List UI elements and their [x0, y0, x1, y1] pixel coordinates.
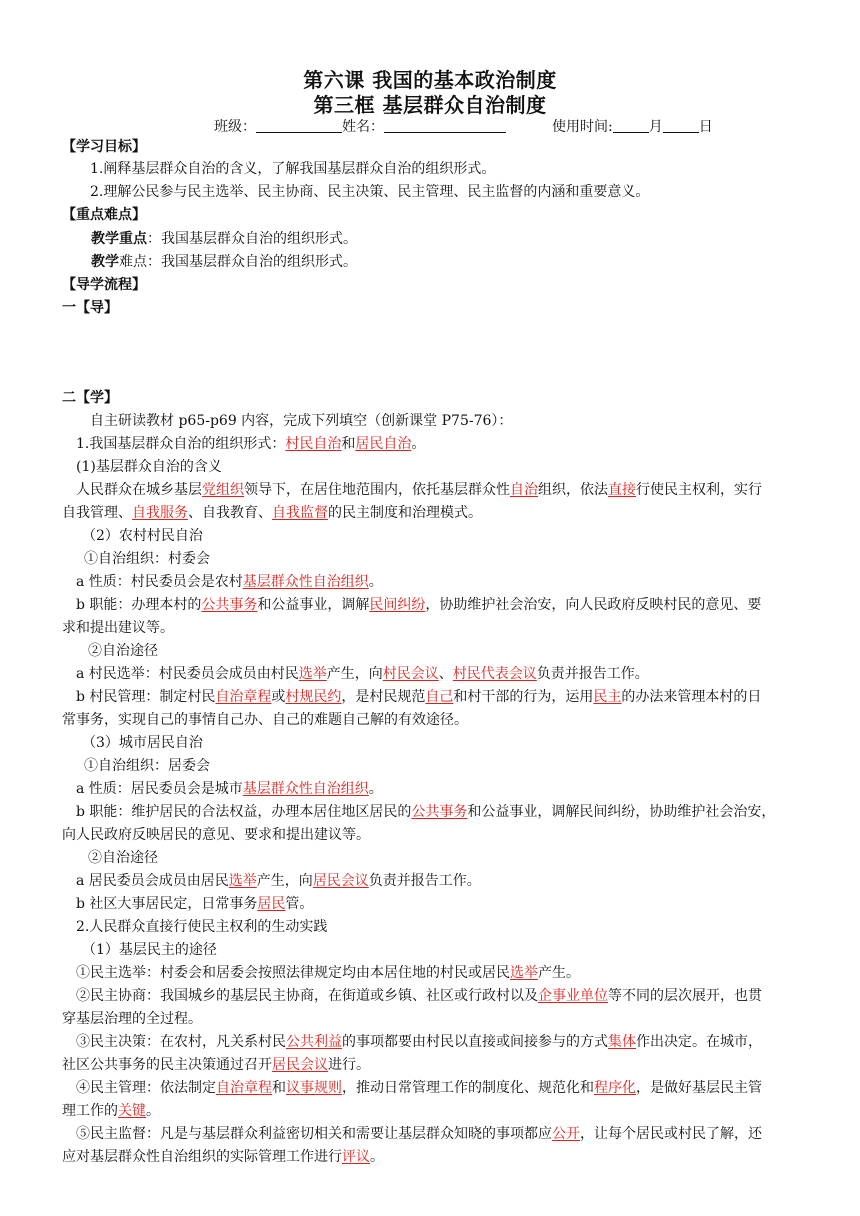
text-segment: 和公益事业，调解 [257, 597, 370, 613]
urban-organization: ①自治组织：居委会 [84, 758, 210, 774]
answer-blank: 选举 [298, 666, 327, 682]
day-label: 日 [698, 119, 713, 135]
answer-blank: 程序化 [594, 1080, 636, 1096]
text-segment: ，是做好基层民主管 [636, 1080, 762, 1096]
text-segment: b 职能：办理本村的 [76, 597, 202, 613]
month-label: 月 [648, 119, 663, 135]
answer-blank: 公共利益 [286, 1034, 342, 1050]
subsection-meaning: (1)基层群众自治的含义 [76, 459, 222, 475]
answer-blank: 村民自治 [285, 436, 342, 452]
answer-blank: 自治 [510, 482, 538, 498]
text-segment: 理工作的 [62, 1103, 118, 1119]
democratic-supervision-line1 [76, 1123, 822, 1145]
rural-management-line1 [76, 686, 822, 708]
text-segment: b 村民管理：制定村民 [76, 689, 216, 705]
text-segment: 1.我国基层群众自治的组织形式： [76, 436, 286, 452]
difficulty-label: 教学 [91, 254, 119, 270]
text-segment: 的民主制度和治理模式。 [328, 505, 482, 521]
focus-label: 教学重点 [91, 231, 147, 247]
urban-election [76, 870, 822, 892]
democratic-election [76, 962, 822, 984]
answer-blank: 居民 [257, 896, 286, 912]
rural-management-line2: 常事务，实现自己的事情自己办、自己的难题自己解的有效途径。 [62, 712, 468, 728]
text-segment: 的办法来管理本村的日 [621, 689, 762, 705]
answer-blank: 选举 [510, 965, 538, 981]
objective-item: 1.阐释基层群众自治的含义，了解我国基层群众自治的组织形式。 [90, 161, 496, 177]
democratic-consultation-line1 [76, 985, 822, 1007]
text-segment: 和村干部的行为，运用 [453, 689, 594, 705]
text-segment: 的事项都要由村民以直接或间接参与的方式 [342, 1034, 608, 1050]
urban-ways: ②自治途径 [88, 850, 158, 866]
text-segment: ，协助维护社会治安，向人民政府反映村民的意见、要 [425, 597, 762, 613]
text-segment: 等不同的层次展开，也贯 [608, 988, 762, 1004]
text-segment: 和 [272, 1080, 286, 1096]
answer-blank: 自己 [425, 689, 454, 705]
democratic-management-line2 [62, 1100, 822, 1122]
answer-blank: 基层群众性自治组织 [242, 574, 369, 590]
question-1 [76, 433, 822, 455]
class-label: 班级： [214, 119, 256, 135]
teaching-focus [91, 228, 822, 250]
answer-blank: 公共事务 [411, 804, 468, 820]
student-info-row [214, 116, 713, 136]
text-segment: b 职能：维护居民的合法权益，办理本居住地区居民的 [76, 804, 412, 820]
text-segment: 社区公共事务的民主决策通过召开 [62, 1057, 272, 1073]
text-segment: 行使民主权利，实行 [636, 482, 762, 498]
text-segment: 应对基层群众性自治组织的实际管理工作进行 [62, 1149, 342, 1165]
answer-blank: 基层群众性自治组织 [242, 781, 369, 797]
meaning-paragraph-line2 [62, 502, 822, 524]
text-segment: 领导下，在居住地范围内，依托基层群众性 [244, 482, 510, 498]
key-points-heading: 【重点难点】 [62, 207, 146, 223]
rural-function-line2: 求和提出建议等。 [62, 620, 174, 636]
text-segment: 。 [411, 436, 426, 452]
text-segment: ，是村民规范 [341, 689, 426, 705]
text-segment: a 性质：村民委员会是农村 [76, 574, 243, 590]
text-segment: b 社区大事居民定，日常事务 [76, 896, 258, 912]
teaching-difficulty [91, 251, 822, 273]
text-segment: 产生，向 [326, 666, 383, 682]
democratic-decision-line2 [62, 1054, 822, 1076]
answer-blank: 关键 [118, 1103, 146, 1119]
text-segment: 、 [438, 666, 453, 682]
answer-blank: 直接 [608, 482, 636, 498]
text-segment: 或 [271, 689, 286, 705]
answer-blank: 自治章程 [216, 1080, 272, 1096]
rural-organization: ①自治组织：村委会 [84, 551, 210, 567]
answer-blank: 村规民约 [285, 689, 342, 705]
urban-management [76, 893, 822, 915]
text-segment: 人民群众在城乡基层 [76, 482, 202, 498]
name-blank[interactable] [384, 118, 506, 133]
section-title: 第三框 基层群众自治制度 [313, 93, 547, 117]
text-segment: 组织，依法 [538, 482, 608, 498]
text-segment: 作出决定。在城市， [636, 1034, 762, 1050]
text-segment: ①民主选举：村委会和居委会按照法律规定均由本居住地的村民或居民 [76, 965, 510, 981]
text-segment: ②民主协商：我国城乡的基层民主协商，在街道或乡镇、社区或行政村以及 [76, 988, 538, 1004]
answer-blank: 民主 [593, 689, 622, 705]
democratic-consultation-line2: 穿基层治理的全过程。 [62, 1011, 202, 1027]
answer-blank: 村民会议 [382, 666, 439, 682]
answer-blank: 自我服务 [132, 505, 188, 521]
text-segment: ，让每个居民或村民了解，还 [580, 1126, 762, 1142]
urban-function-line1 [76, 801, 822, 823]
answer-blank: 村民代表会议 [452, 666, 537, 682]
text-segment: 自我管理、 [62, 505, 132, 521]
answer-blank: 选举 [228, 873, 257, 889]
text-segment: a 居民委员会成员由居民 [76, 873, 229, 889]
text-segment: 。 [146, 1103, 160, 1119]
difficulty-text: 难点：我国基层群众自治的组织形式。 [119, 254, 357, 270]
rural-election [76, 663, 822, 685]
answer-blank: 居民会议 [272, 1057, 328, 1073]
subsection-rural: （2）农村村民自治 [82, 528, 203, 544]
text-segment: 。 [368, 781, 383, 797]
class-blank[interactable] [256, 118, 342, 133]
part-guide-heading: 一【导】 [62, 300, 118, 316]
text-segment: a 村民选举：村民委员会成员由村民 [76, 666, 299, 682]
democratic-decision-line1 [76, 1031, 822, 1053]
objective-item: 2.理解公民参与民主选举、民主协商、民主决策、民主管理、民主监督的内涵和重要意义。 [90, 184, 650, 200]
text-segment: 和 [341, 436, 356, 452]
answer-blank: 党组织 [202, 482, 244, 498]
text-segment: 产生。 [538, 965, 580, 981]
urban-function-line2: 向人民政府反映居民的意见、要求和提出建议等。 [62, 827, 370, 843]
answer-blank: 民间纠纷 [369, 597, 426, 613]
meaning-paragraph-line1 [76, 479, 822, 501]
text-segment: 产生，向 [256, 873, 313, 889]
answer-blank: 企事业单位 [538, 988, 608, 1004]
text-segment: 管。 [285, 896, 314, 912]
answer-blank: 公共事务 [201, 597, 258, 613]
answer-blank: 自治章程 [215, 689, 272, 705]
text-segment: 。 [368, 574, 383, 590]
subsection-grassroots-ways: （1）基层民主的途径 [82, 942, 217, 958]
answer-blank: 评议 [342, 1149, 370, 1165]
lesson-title: 第六课 我国的基本政治制度 [303, 68, 557, 92]
text-segment: 负责并报告工作。 [368, 873, 481, 889]
rural-nature [76, 571, 822, 593]
text-segment: ④民主管理：依法制定 [76, 1080, 216, 1096]
text-segment: 、自我教育、 [188, 505, 272, 521]
answer-blank: 议事规则 [286, 1080, 342, 1096]
text-segment: a 性质：居民委员会是城市 [76, 781, 243, 797]
rural-ways: ②自治途径 [88, 643, 158, 659]
subsection-urban: （3）城市居民自治 [82, 735, 203, 751]
text-segment: ⑤民主监督：凡是与基层群众利益密切相关和需要让基层群众知晓的事项都应 [76, 1126, 552, 1142]
focus-text: ：我国基层群众自治的组织形式。 [147, 231, 357, 247]
text-segment: 。 [370, 1149, 384, 1165]
answer-blank: 公开 [552, 1126, 580, 1142]
study-intro: 自主研读教材 p65-p69 内容，完成下列填空（创新课堂 P75-76）： [90, 413, 513, 429]
text-segment: ，推动日常管理工作的制度化、规范化和 [342, 1080, 594, 1096]
part-study-heading: 二【学】 [62, 390, 118, 406]
answer-blank: 居民自治 [355, 436, 412, 452]
text-segment: 和公益事业，调解民间纠纷，协助维护社会治安， [467, 804, 776, 820]
objectives-heading: 【学习目标】 [62, 139, 146, 155]
text-segment: 负责并报告工作。 [536, 666, 649, 682]
text-segment: ③民主决策：在农村，凡关系村民 [76, 1034, 286, 1050]
answer-blank: 自我监督 [272, 505, 328, 521]
day-blank[interactable] [663, 118, 699, 133]
text-segment: 进行。 [328, 1057, 370, 1073]
urban-nature [76, 778, 822, 800]
answer-blank: 集体 [608, 1034, 636, 1050]
time-label: 使用时间: [552, 119, 613, 135]
question-2: 2.人民群众直接行使民主权利的生动实践 [76, 919, 328, 935]
democratic-supervision-line2 [62, 1146, 822, 1168]
rural-function-line1 [76, 594, 822, 616]
flow-heading: 【导学流程】 [62, 277, 146, 293]
name-label: 姓名： [342, 119, 384, 135]
answer-blank: 居民会议 [312, 873, 369, 889]
democratic-management-line1 [76, 1077, 822, 1099]
month-blank[interactable] [613, 118, 649, 133]
